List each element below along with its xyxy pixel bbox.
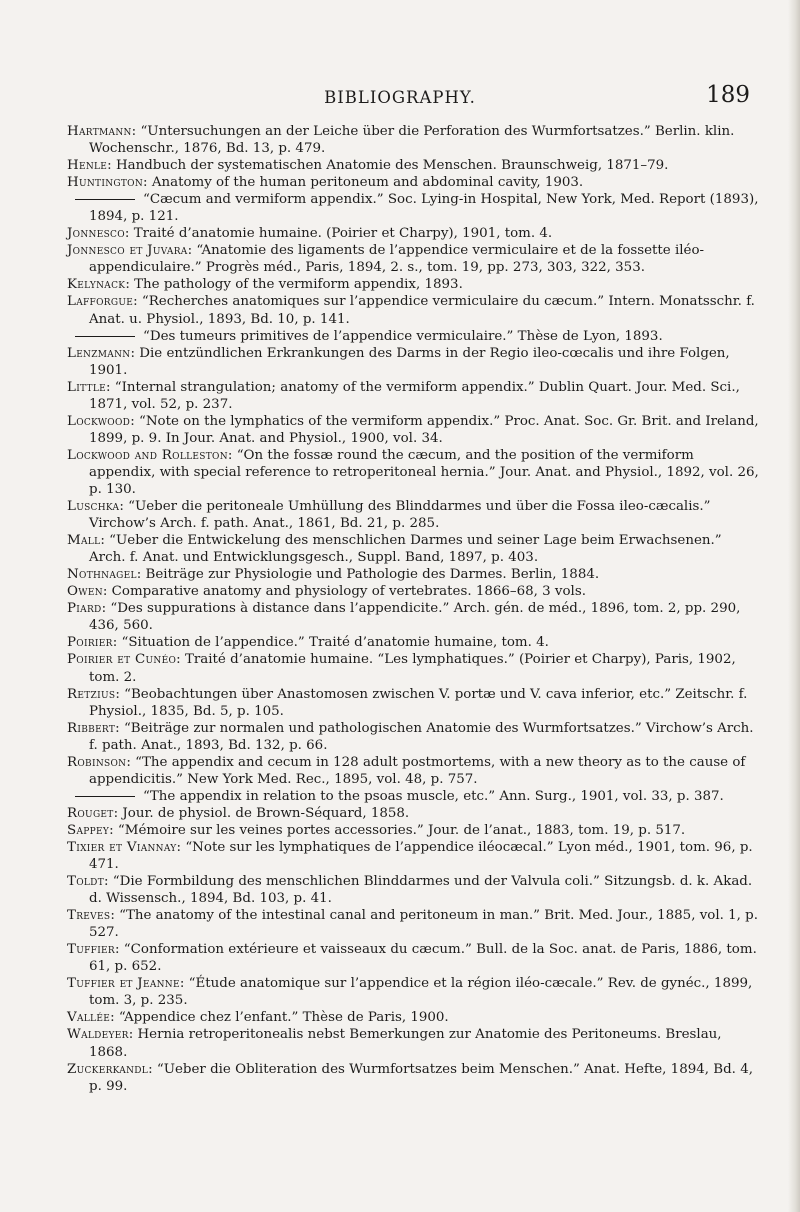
entry-text: Beiträge zur Physiologie und Pathologie des Darmes. Berlin, 1884.	[145, 567, 600, 583]
bibliography-entry	[67, 447, 760, 498]
entry-separator: :	[176, 839, 186, 855]
entry-text: “The appendix and cecum in 128 adult postmortems, with a new theory as to the cause of appendicitis.” New York Med. Rec., 1895, vol. 48, p. 757.	[89, 754, 746, 787]
entry-separator: :	[115, 686, 125, 702]
bibliography-entry	[67, 191, 760, 225]
bibliography-entry	[67, 788, 760, 805]
entry-text: “Situation de l’appendice.” Traité d’anatomie humaine, tom. 4.	[121, 635, 549, 651]
entry-text: “The appendix in relation to the psoas muscle, etc.” Ann. Surg., 1901, vol. 33, p. 387.	[143, 788, 724, 804]
entry-separator: :	[176, 652, 185, 668]
entry-author: Toldt	[67, 874, 105, 890]
entry-author: Jonnesco	[67, 226, 125, 242]
entry-text: Anatomy of the human peritoneum and abdominal cavity, 1903.	[151, 175, 584, 191]
entry-separator: :	[128, 1027, 138, 1043]
page-edge	[788, 0, 800, 1212]
entry-separator: :	[100, 533, 110, 549]
entry-author: Tuffier	[67, 942, 116, 958]
bibliography-entry	[67, 242, 760, 276]
ditto-dash	[75, 796, 135, 797]
entry-text: “Anatomie des ligaments de l’appendice vermiculaire et de la fossette iléo-appendiculaire.” Progrès méd., Paris, 1894, 2. s., tom. 19, pp. 273, 303, 322, 353.	[89, 243, 705, 276]
page-number: 189	[706, 82, 750, 108]
entry-separator: :	[148, 1061, 157, 1077]
entry-text: “Internal strangulation; anatomy of the vermiform appendix.” Dublin Quart. Jour. Med. Sci., 1871, vol. 52, p. 237.	[89, 379, 740, 412]
entry-author: Poirier et Cunéo	[67, 652, 177, 668]
entry-separator: :	[125, 277, 135, 293]
page-header	[0, 82, 800, 112]
entry-separator: :	[115, 942, 124, 958]
entry-separator: :	[109, 822, 118, 838]
bibliography-entry	[67, 600, 760, 634]
entry-author: Luschka	[67, 499, 120, 515]
bibliography-list	[67, 123, 760, 1095]
entry-author: Treves	[67, 908, 111, 924]
entry-author: Ribbert	[67, 720, 116, 736]
bibliography-entry	[67, 873, 760, 907]
bibliography-entry	[67, 379, 760, 413]
entry-separator: :	[143, 175, 152, 191]
bibliography-entry	[67, 532, 760, 566]
bibliography-entry	[67, 157, 760, 174]
entry-author: Poirier	[67, 635, 113, 651]
entry-author: Owen	[67, 584, 103, 600]
entry-separator: :	[124, 226, 134, 242]
entry-author: Nothnagel	[67, 567, 137, 583]
entry-text: “Des tumeurs primitives de l’appendice vermiculaire.” Thèse de Lyon, 1893.	[143, 328, 663, 344]
entry-text: “The anatomy of the intestinal canal and peritoneum in man.” Brit. Med. Jour., 1885, vol. 1, p. 527.	[89, 908, 758, 941]
entry-text: “On the fossæ round the cæcum, and the position of the vermiform appendix, with special reference to retroperitoneal hernia.” Jour. Anat. and Physiol., 1892, vol. 26, p. 130.	[89, 447, 759, 497]
entry-text: “Recherches anatomiques sur l’appendice vermiculaire du cæcum.” Intern. Monatsschr. f. Anat. u. Physiol., 1893, Bd. 10, p. 141.	[89, 294, 755, 327]
entry-author: Sappey	[67, 822, 110, 838]
entry-text: “Conformation extérieure et vaisseaux du cæcum.” Bull. de la Soc. anat. de Paris, 1886, tom. 61, p. 652.	[89, 942, 757, 975]
bibliography-entry	[67, 754, 760, 788]
entry-separator: :	[227, 447, 237, 463]
entry-author: Retzius	[67, 686, 116, 702]
bibliography-entry	[67, 328, 760, 345]
bibliography-entry	[67, 123, 760, 157]
entry-text: “Appendice chez l’enfant.” Thèse de Paris, 1900.	[118, 1010, 449, 1026]
bibliography-entry	[67, 634, 760, 651]
entry-separator: :	[102, 584, 112, 600]
entry-separator: :	[104, 874, 113, 890]
bibliography-entry	[67, 1061, 760, 1095]
entry-text: “Note sur les lymphatiques de l’appendice iléocæcal.” Lyon méd., 1901, tom. 96, p. 471.	[89, 839, 753, 873]
bibliography-entry	[67, 720, 760, 754]
entry-text: Traité d’anatomie humaine. “Les lymphatiques.” (Poirier et Charpy), Paris, 1902, tom. 2.	[89, 652, 736, 685]
entry-separator: :	[112, 635, 122, 651]
entry-text: Die entzündlichen Erkrankungen des Darms in der Regio ileo-cœcalis und ihre Folgen, 1901.	[89, 345, 730, 378]
entry-author: Mall	[67, 533, 101, 549]
entry-author: Kelynack	[67, 277, 126, 293]
entry-separator: :	[136, 567, 146, 583]
bibliography-entry	[67, 839, 760, 873]
entry-separator: :	[126, 754, 136, 770]
entry-text: “Cæcum and vermiform appendix.” Soc. Lying-in Hospital, New York, Med. Report (1893), 1894, p. 121.	[89, 192, 759, 225]
bibliography-entry	[67, 1009, 760, 1026]
entry-author: Robinson	[67, 754, 127, 770]
entry-separator: :	[187, 243, 197, 259]
entry-author: Tuffier et Jeanne	[67, 976, 180, 992]
entry-text: “Note on the lymphatics of the vermiform appendix.” Proc. Anat. Soc. Gr. Brit. and Ireland, 1899, p. 9. In Jour. Anat. and Physiol., 1900, vol. 34.	[89, 413, 759, 446]
bibliography-entry	[67, 975, 760, 1009]
entry-text: “Des suppurations à distance dans l’appendicite.” Arch. gén. de méd., 1896, tom. 2, pp. 290, 436, 560.	[89, 601, 741, 634]
entry-author: Waldeyer	[67, 1027, 129, 1043]
entry-separator: :	[131, 124, 141, 139]
bibliography-entry	[67, 805, 760, 822]
entry-separator: :	[110, 1010, 119, 1026]
ditto-dash	[75, 199, 135, 200]
bibliography-entry	[67, 1026, 760, 1060]
entry-text: “Ueber die Obliteration des Wurmfortsatzes beim Menschen.” Anat. Hefte, 1894, Bd. 4, p. 99.	[89, 1061, 753, 1094]
bibliography-entry	[67, 498, 760, 532]
bibliography-entry	[67, 651, 760, 685]
entry-text: The pathology of the vermiform appendix, 1893.	[134, 277, 463, 293]
entry-text: “Untersuchungen an der Leiche über die Perforation des Wurmfortsatzes.” Berlin. klin. Wochenschr., 1876, Bd. 13, p. 479.	[89, 124, 735, 157]
entry-text: Traité d’anatomie humaine. (Poirier et Charpy), 1901, tom. 4.	[133, 226, 553, 242]
entry-separator: :	[101, 601, 111, 617]
entry-text: “Die Formbildung des menschlichen Blinddarmes und der Valvula coli.” Sitzungsb. d. k. Akad. d. Wissensch., 1894, Bd. 103, p. 41.	[89, 874, 753, 907]
entry-separator: :	[179, 976, 189, 992]
entry-text: Comparative anatomy and physiology of vertebrates. 1866–68, 3 vols.	[111, 584, 586, 600]
entry-separator: :	[133, 294, 142, 310]
bibliography-entry	[67, 566, 760, 583]
entry-author: Henle	[67, 158, 108, 174]
entry-text: “Mémoire sur les veines portes accessories.” Jour. de l’anat., 1883, tom. 19, p. 517.	[117, 822, 686, 838]
bibliography-entry	[67, 907, 760, 941]
entry-text: “Beobachtungen über Anastomosen zwischen V. portæ und V. cava inferior, etc.” Zeitschr. f. Physiol., 1835, Bd. 5, p. 105.	[89, 686, 748, 719]
entry-author: Tixier et Viannay	[67, 839, 177, 855]
entry-author: Huntington	[67, 175, 144, 191]
entry-text: Hernia retroperitonealis nebst Bemerkungen zur Anatomie des Peritoneums. Breslau, 1868.	[89, 1027, 722, 1060]
entry-separator: :	[105, 379, 115, 395]
entry-separator: :	[130, 413, 139, 429]
bibliography-entry	[67, 822, 760, 839]
entry-author: Zuckerkandl	[67, 1061, 149, 1077]
entry-author: Vallée	[67, 1010, 111, 1026]
entry-text: Handbuch der systematischen Anatomie des Menschen. Braunschweig, 1871–79.	[115, 158, 669, 174]
entry-separator: :	[130, 345, 140, 361]
bibliography-entry	[67, 276, 760, 293]
entry-author: Lockwood	[67, 413, 131, 429]
entry-separator: :	[115, 720, 124, 736]
entry-text: “Ueber die Entwickelung des menschlichen Darmes und seiner Lage beim Erwachsenen.” Arch. f. Anat. und Entwicklungsgesch., Suppl. Band, 1897, p. 403.	[89, 533, 722, 566]
entry-text: “Ueber die peritoneale Umhüllung des Blinddarmes und über die Fossa ileo-cæcalis.” Virchow’s Arch. f. path. Anat., 1861, Bd. 21, p. 285.	[89, 499, 711, 532]
entry-author: Little	[67, 379, 106, 395]
entry-author: Jonnesco et Juvara	[67, 243, 188, 259]
bibliography-entry	[67, 686, 760, 720]
bibliography-entry	[67, 174, 760, 191]
entry-author: Lenzmann	[67, 345, 131, 361]
entry-author: Hartmann	[67, 124, 132, 139]
entry-author: Lafforgue	[67, 294, 134, 310]
entry-author: Piard	[67, 601, 102, 617]
entry-author: Rouget	[67, 805, 114, 821]
entry-separator: :	[113, 805, 123, 821]
entry-separator: :	[119, 499, 129, 515]
running-title: BIBLIOGRAPHY.	[324, 88, 476, 107]
bibliography-entry	[67, 345, 760, 379]
bibliography-entry	[67, 413, 760, 447]
bibliography-entry	[67, 293, 760, 327]
bibliography-entry	[67, 225, 760, 242]
entry-separator: :	[107, 158, 116, 174]
bibliography-entry	[67, 941, 760, 975]
entry-author: Lockwood and Rolleston	[67, 447, 228, 463]
bibliography-entry	[67, 583, 760, 600]
entry-text: “Étude anatomique sur l’appendice et la région iléo-cæcale.” Rev. de gynéc., 1899, tom. 3, p. 235.	[89, 976, 753, 1009]
entry-separator: :	[110, 908, 120, 924]
ditto-dash	[75, 336, 135, 337]
entry-text: Jour. de physiol. de Brown-Séquard, 1858.	[122, 805, 410, 821]
entry-text: “Beiträge zur normalen und pathologischen Anatomie des Wurmfortsatzes.” Virchow’s Arch. f. path. Anat., 1893, Bd. 132, p. 66.	[89, 720, 754, 753]
